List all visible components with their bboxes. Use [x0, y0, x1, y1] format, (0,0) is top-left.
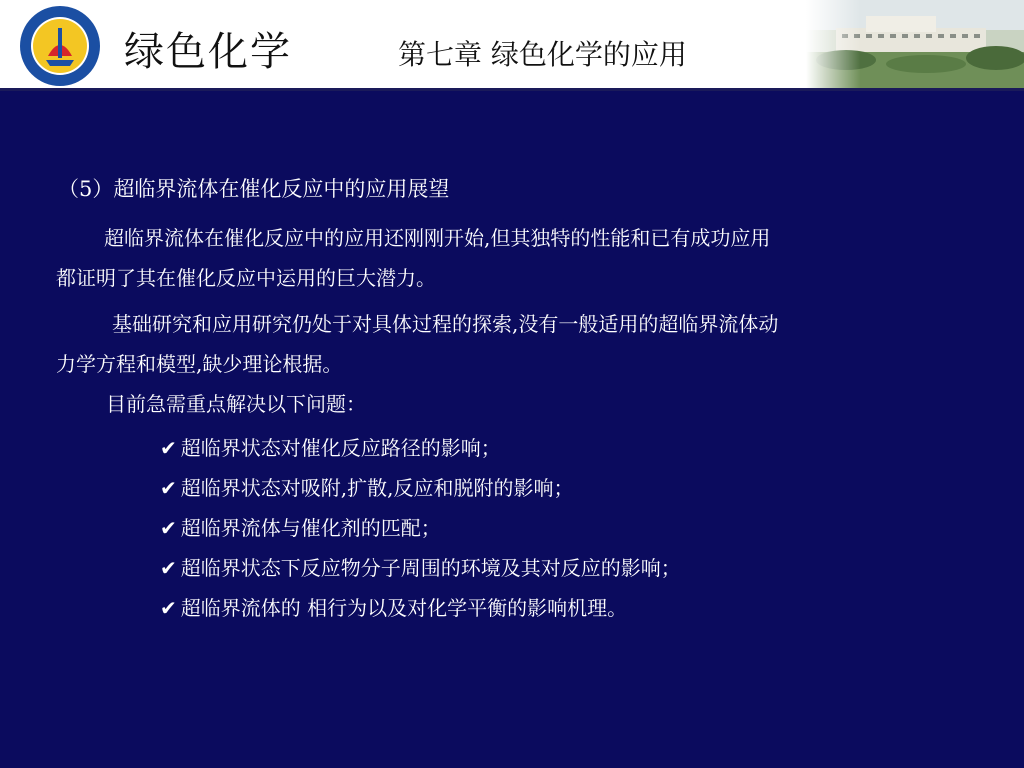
- check-icon: ✔: [160, 596, 177, 620]
- bullet-item: [160, 552, 681, 581]
- check-icon: ✔: [160, 476, 177, 500]
- bullet-text: 超临界状态下反应物分子周围的环境及其对反应的影响；: [180, 556, 681, 580]
- bullet-item: [160, 432, 501, 461]
- bullet-text: 超临界状态对催化反应路径的影响；: [180, 436, 501, 460]
- section-heading: （5）超临界流体在催化反应中的应用展望: [58, 177, 450, 201]
- paragraph-2-line-1: 基础研究和应用研究仍处于对具体过程的探索,没有一般适用的超临界流体动: [112, 312, 779, 336]
- bullet-text: 超临界流体的 相行为以及对化学平衡的影响机理。: [180, 596, 628, 620]
- slide-header: [0, 0, 1024, 91]
- bullet-item: [160, 472, 573, 501]
- chapter-title: 第七章 绿色化学的应用: [398, 38, 687, 71]
- bullet-item: [160, 512, 441, 541]
- paragraph-1-line-2: 都证明了其在催化反应中运用的巨大潜力。: [56, 266, 436, 290]
- check-icon: ✔: [160, 516, 177, 540]
- paragraph-1-line-1: 超临界流体在催化反应中的应用还刚刚开始,但其独特的性能和已有成功应用: [104, 226, 771, 250]
- slide-title: 绿色化学: [124, 29, 292, 75]
- bullet-text: 超临界状态对吸附,扩散,反应和脱附的影响；: [180, 476, 574, 500]
- paragraph-3: 目前急需重点解决以下问题：: [106, 392, 366, 416]
- bullet-item: [160, 592, 627, 621]
- check-icon: ✔: [160, 436, 177, 460]
- bullet-text: 超临界流体与催化剂的匹配；: [180, 516, 441, 540]
- campus-photo: [806, 0, 1024, 88]
- university-seal-icon: [18, 4, 102, 88]
- check-icon: ✔: [160, 556, 177, 580]
- paragraph-2-line-2: 力学方程和模型,缺少理论根据。: [56, 352, 343, 376]
